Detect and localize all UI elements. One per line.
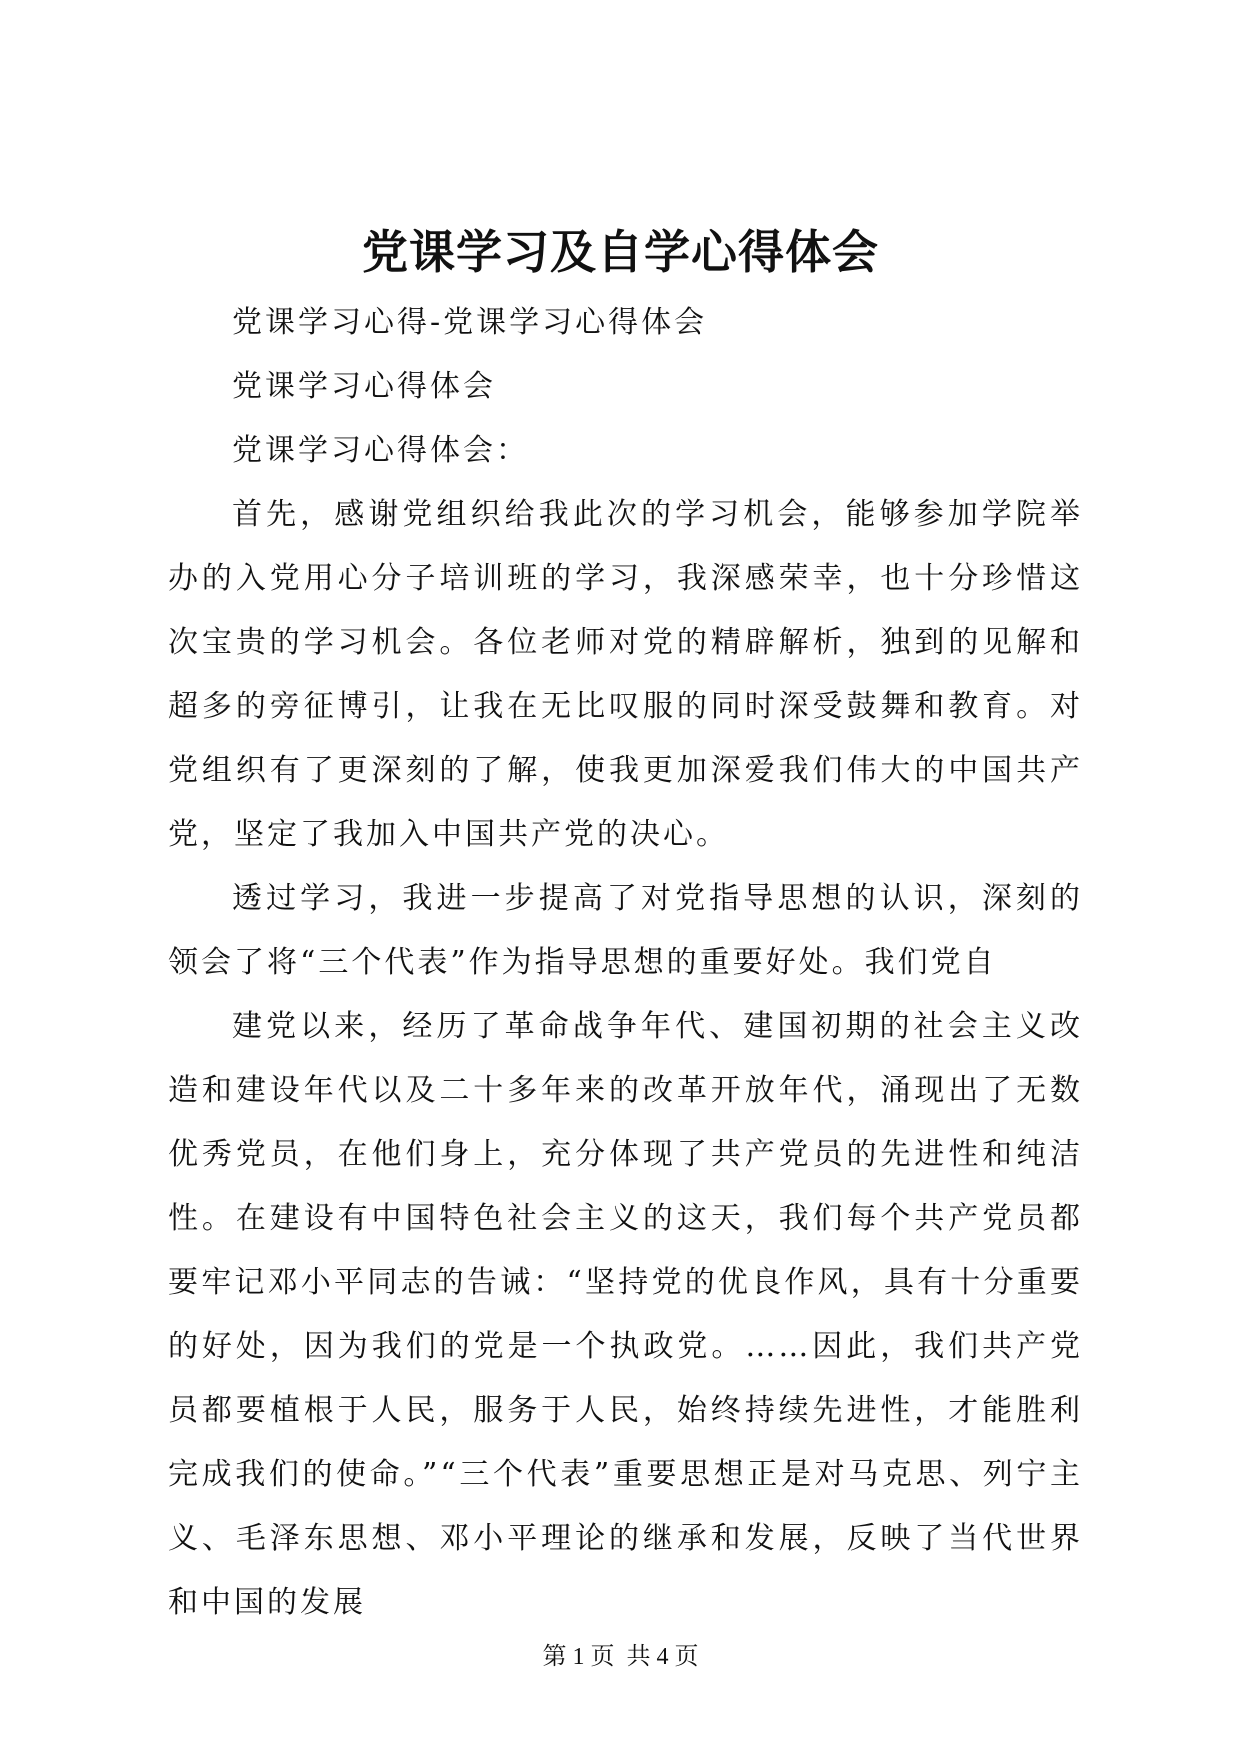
paragraph-subtitle: 党课学习心得-党课学习心得体会	[232, 305, 708, 340]
paragraph: 建党以来，经历了革命战争年代、建国初期的社会主义改造和建设年代以及二十多年来的改革开放年代，涌现出了无数优秀党员，在他们身上，充分体现了共产党员的先进性和纯洁性。在建设有中国特色社会主义的这天，我们每个共产党员都要牢记邓小平同志的告诫：“坚持党的优良作风，具有十分重要的好处，因为我们的党是一个执政党。……因此，我们共产党员都要植根于人民，服务于人民，始终持续先进性，才能胜利完成我们的使命。”“三个代表”重要思想正是对马克思、列宁主义、毛泽东思想、邓小平理论的继承和发展，反映了当代世界和中国的发展	[168, 1009, 1083, 1620]
document-body	[168, 291, 1083, 1635]
paragraph: 首先，感谢党组织给我此次的学习机会，能够参加学院举办的入党用心分子培训班的学习，我深感荣幸，也十分珍惜这次宝贵的学习机会。各位老师对党的精辟解析，独到的见解和超多的旁征博引，让我在无比叹服的同时深受鼓舞和教育。对党组织有了更深刻的了解，使我更加深爱我们伟大的中国共产党，坚定了我加入中国共产党的决心。	[168, 497, 1083, 852]
paragraph-heading: 党课学习心得体会	[232, 369, 496, 404]
page-footer	[0, 1642, 1241, 1672]
paragraph: 透过学习，我进一步提高了对党指导思想的认识，深刻的领会了将“三个代表”作为指导思想的重要好处。我们党自	[168, 881, 1083, 980]
paragraph-salutation: 党课学习心得体会：	[232, 433, 529, 468]
page-number-label: 第 1 页 共 4 页	[542, 1644, 699, 1670]
document-title: 党课学习及自学心得体会	[362, 225, 879, 279]
